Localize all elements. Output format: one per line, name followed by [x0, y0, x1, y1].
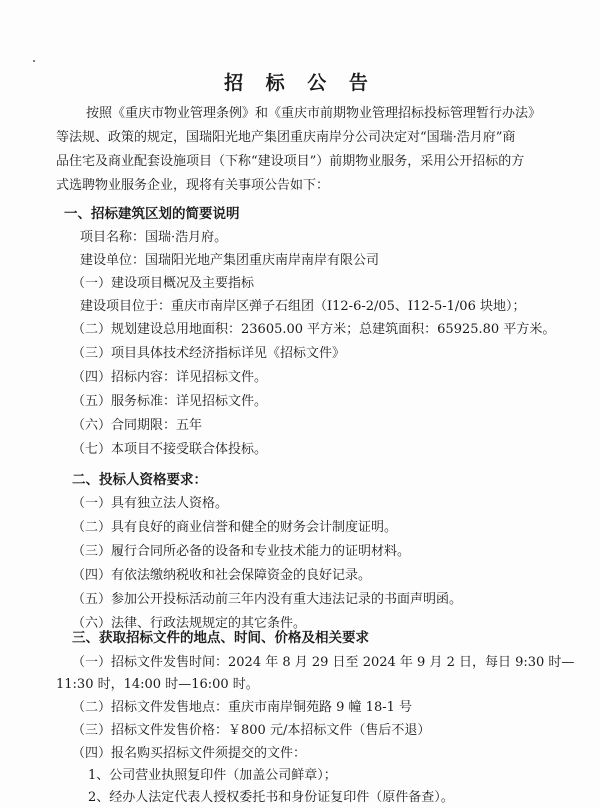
intro-line-1: 按照《重庆市物业管理条例》和《重庆市前期物业管理招标投标管理暂行办法》	[86, 106, 542, 121]
sale-price: （三）招标文件发售价格：￥800 元/本招标文件（售后不退）	[72, 723, 431, 738]
intro-line-3: 品住宅及商业配套设施项目（下称“建设项目”）前期物业服务，采用公开招标的方	[56, 154, 525, 169]
section-1-heading: 一、招标建筑区划的简要说明	[64, 206, 240, 222]
sale-location: （二）招标文件发售地点：重庆市南岸铜苑路 9 幢 18-1 号	[72, 700, 413, 715]
qualification-1: （一）具有独立法人资格。	[72, 496, 229, 511]
intro-line-4: 式选聘物业服务企业，现将有关事项公告如下：	[56, 178, 330, 193]
project-name: 项目名称：国瑞·浩月府。	[80, 230, 228, 245]
sale-time: （一）招标文件发售时间：2024 年 8 月 29 日至 2024 年 9 月 2 日，每日 9:30 时—	[72, 655, 575, 670]
document-item-2: 2、经办人法定代表人授权委托书和身份证复印件（原件备查）。	[88, 790, 454, 805]
section-3-heading: 三、获取招标文件的地点、时间、价格及相关要求	[72, 630, 369, 646]
qualification-2: （二）具有良好的商业信誉和健全的财务会计制度证明。	[72, 520, 398, 535]
scan-speck	[33, 60, 35, 62]
construction-unit: 建设单位：国瑞阳光地产集团重庆南岸南岸有限公司	[80, 253, 380, 268]
required-documents: （四）报名购买招标文件须提交的文件：	[72, 746, 307, 761]
overview-subheading: （一）建设项目概况及主要指标	[72, 276, 255, 291]
technical-indicators: （三）项目具体技术经济指标详见《招标文件》	[72, 346, 346, 361]
qualification-3: （三）履行合同所必备的设备和专业技术能力的证明材料。	[72, 544, 411, 559]
contract-term: （六）合同期限：五年	[72, 418, 203, 433]
document-title: 招 标 公 告	[224, 72, 376, 94]
land-area: （二）规划建设总用地面积：23605.00 平方米；总建筑面积：65925.80 平方米。	[72, 322, 556, 337]
sale-time-cont: 11:30 时，14:00 时—16:00 时。	[56, 677, 259, 692]
qualification-5: （五）参加公开投标活动前三年内没有重大违法记录的书面声明函。	[72, 592, 463, 607]
intro-line-2: 等法规、政策的规定，国瑞阳光地产集团重庆南岸分公司决定对“国瑞·浩月府”商	[56, 130, 516, 145]
section-2-heading: 二、投标人资格要求：	[72, 472, 207, 488]
service-standard: （五）服务标准：详见招标文件。	[72, 394, 268, 409]
tender-content: （四）招标内容：详见招标文件。	[72, 370, 268, 385]
no-consortium: （七）本项目不接受联合体投标。	[72, 442, 268, 457]
document-item-1: 1、公司营业执照复印件（加盖公司鲜章）；	[88, 768, 337, 783]
project-location: 建设项目位于：重庆市南岸区弹子石组团（I12-6-2/05、I12-5-1/06 块地）；	[80, 299, 526, 314]
qualification-6: （六）法律、行政法规规定的其它条件。	[72, 616, 307, 631]
qualification-4: （四）有依法缴纳税收和社会保障资金的良好记录。	[72, 568, 372, 583]
